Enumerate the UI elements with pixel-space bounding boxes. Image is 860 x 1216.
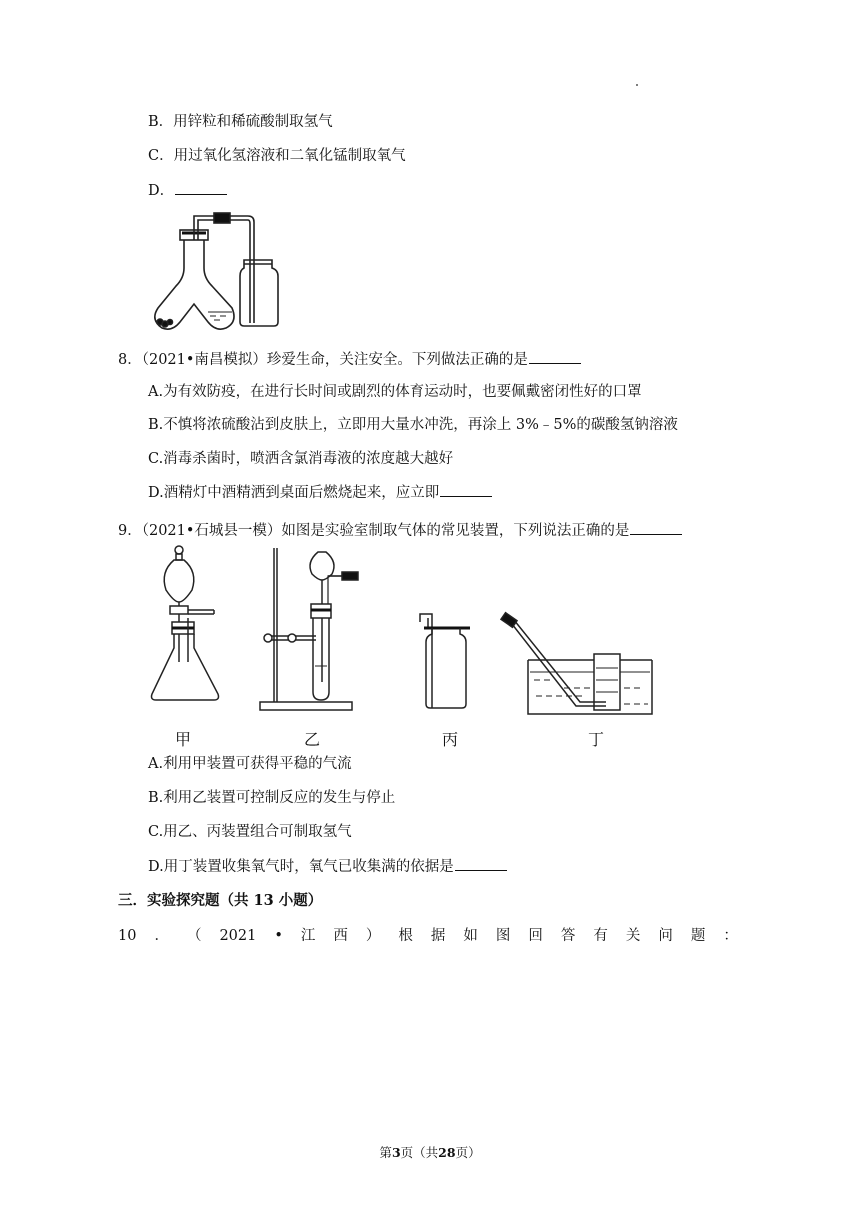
y-tube-apparatus-figure xyxy=(148,198,298,338)
q10-token: 2021 xyxy=(219,928,257,944)
q9-option-d-label: D.用丁装置收集氧气时，氧气已收集满的依据是 xyxy=(148,859,454,875)
q10-token: 据 xyxy=(430,928,446,944)
q10-token: ． xyxy=(154,928,169,944)
answer-blank xyxy=(630,520,682,535)
apparatus-yi-figure xyxy=(256,542,366,722)
q9-option-b: B.利用乙装置可控制反应的发生与停止 xyxy=(148,790,396,806)
footer-prefix: 第 xyxy=(379,1145,392,1160)
q8-stem xyxy=(118,349,581,370)
figure-label-bing: 丙 xyxy=(442,730,459,749)
q10-token: ： xyxy=(723,928,738,944)
q10-token: 答 xyxy=(560,928,576,944)
q8-option-d xyxy=(148,482,492,503)
section-heading: 三．实验探究题（共 13 小题） xyxy=(118,892,323,909)
figure-label-jia: 甲 xyxy=(175,730,192,749)
apparatus-ding-figure xyxy=(524,610,664,720)
q10-stem xyxy=(118,926,738,946)
figure-label-yi: 乙 xyxy=(304,730,321,749)
q10-token: • xyxy=(274,928,283,944)
q10-token: 根 xyxy=(398,928,413,944)
q10-token: ） xyxy=(365,928,381,944)
q8-option-c: C.消毒杀菌时，喷洒含氯消毒液的浓度越大越好 xyxy=(148,451,454,467)
q8-stem-text: 8．（2021•南昌模拟）珍爱生命，关注安全。下列做法正确的是 xyxy=(118,352,528,368)
q9-stem-text: 9．（2021•石城县一模）如图是实验室制取气体的常见装置，下列说法正确的是 xyxy=(118,523,630,539)
footer-mid: 页（共 xyxy=(400,1145,439,1160)
answer-blank xyxy=(529,349,581,364)
figure-label-ding: 丁 xyxy=(588,730,605,749)
answer-blank xyxy=(455,856,507,871)
q8-option-b: B.不慎将浓硫酸沾到皮肤上，立即用大量水冲洗，再涂上 3%﹣5%的碳酸氢钠溶液 xyxy=(148,417,678,433)
answer-blank xyxy=(440,482,492,497)
page-number: 3 xyxy=(391,1145,401,1160)
apparatus-bing-figure xyxy=(414,604,474,714)
q7-option-c: C．用过氧化氢溶液和二氧化锰制取氧气 xyxy=(148,148,406,164)
page-footer xyxy=(0,1143,860,1161)
q10-token: （ xyxy=(186,928,202,944)
q8-option-a: A.为有效防疫，在进行长时间或剧烈的体育运动时，也要佩戴密闭性好的口罩 xyxy=(148,384,642,400)
q10-token: 西 xyxy=(333,928,348,944)
q7-option-d-label: D． xyxy=(148,183,175,199)
stray-dot xyxy=(636,84,638,86)
apparatus-jia-figure xyxy=(148,542,228,722)
page-total: 28 xyxy=(438,1145,456,1160)
q9-stem xyxy=(118,520,682,541)
q10-token: 回 xyxy=(528,928,543,944)
q9-option-a: A.利用甲装置可获得平稳的气流 xyxy=(148,756,352,772)
q10-token: 有 xyxy=(593,928,608,944)
footer-suffix: 页） xyxy=(455,1145,481,1160)
q9-option-c: C.用乙、丙装置组合可制取氢气 xyxy=(148,824,352,840)
q10-token: 如 xyxy=(463,928,478,944)
q8-option-d-label: D.酒精灯中酒精洒到桌面后燃烧起来，应立即 xyxy=(148,485,440,501)
answer-blank xyxy=(175,180,227,195)
q9-option-d xyxy=(148,856,507,877)
q10-token: 题 xyxy=(690,928,706,944)
q7-option-b: B．用锌粒和稀硫酸制取氢气 xyxy=(148,114,333,130)
q10-token: 图 xyxy=(495,928,511,944)
q10-token: 关 xyxy=(625,928,641,944)
q10-token: 问 xyxy=(658,928,673,944)
q10-token: 10 xyxy=(118,928,137,944)
q10-token: 江 xyxy=(300,928,316,944)
